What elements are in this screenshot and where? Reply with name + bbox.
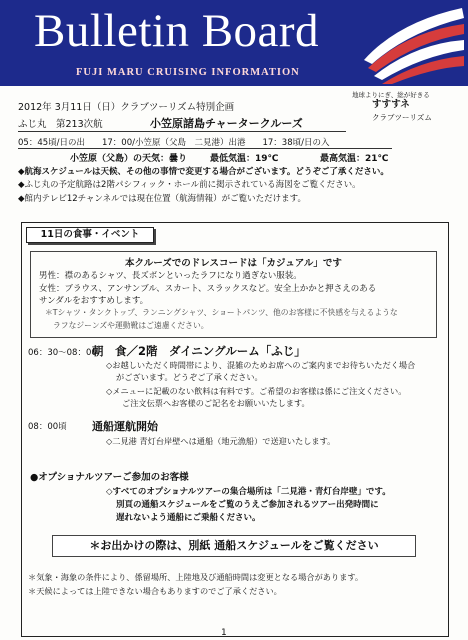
breakfast-note-1: ◇お越しいただく時間帯により、混雑のためお席へのご案内までお待ちいただく場合: [106, 360, 416, 370]
tour-note-2: 別頁の通船スケジュールをご覧のうえご参加されるツアー出発時間に: [116, 500, 379, 510]
sun-schedule-line: 05：45頃/日の出 17：00/小笠原（父島 二見港）出港 17：38頃/日の入: [18, 138, 330, 148]
ship-wave-logo: [358, 2, 468, 84]
tour-title: ●オプショナルツアーご参加のお客様: [30, 472, 189, 483]
dress-code-men: 男性：襟のあるシャツ、長ズボンといったラフになり過ぎない服装。: [39, 271, 302, 281]
date-line: 2012年 3月11日（日）クラブツーリズム特別企画: [18, 102, 235, 113]
breakfast-note-1-cont: がございます。どうぞご了承ください。: [116, 372, 263, 382]
ship-voyage: ふじ丸 第213次航: [18, 119, 103, 130]
dress-code-note: ＊Tシャツ・タンクトップ、ランニングシャツ、ショートパンツ、他のお客様に不快感を与えるような: [45, 308, 398, 317]
breakfast-note-2: ◇メニューに記載のない飲料は有料です。ご希望のお客様は係にご注文ください。: [106, 386, 407, 396]
events-tab-label: 11日の食事・イベント: [26, 227, 154, 243]
page-number: 1: [221, 628, 227, 638]
club-mark: すすすネ: [372, 99, 410, 110]
bulletin-subtitle: FUJI MARU CRUISING INFORMATION: [76, 67, 300, 78]
title-underline: [18, 131, 346, 132]
breakfast-note-2-cont: ご注文伝票へお客様のご記名をお願いいたします。: [122, 398, 310, 408]
dress-code-box: [30, 251, 437, 338]
club-tagline: 地球よりにぎ、総が好きる: [352, 91, 430, 99]
tender-time: 08：00頃: [28, 422, 67, 432]
breakfast-title: 朝 食／2階 ダイニングルーム「ふじ」: [92, 344, 306, 358]
weather-location: 小笠原（父島）の天気：曇り: [70, 154, 188, 164]
dress-code-women: 女性：ブラウス、アンサンブル、スカート、スラックスなど。安全上かかと押さえのある: [39, 284, 377, 294]
schedule-note-2: ◆ふじ丸の予定航路は2階パシフィック・ホール前に掲示されている海図をご覧ください。: [18, 180, 361, 190]
schedule-note-3: ◆館内テレビ12チャンネルでは現在位置（航海情報）がご覧いただけます。: [18, 194, 306, 204]
dress-code-heading: 本クルーズでのドレスコードは「カジュアル」です: [125, 258, 342, 269]
dress-code-note-cont: ラフなジーンズや運動靴はご遠慮ください。: [53, 321, 209, 330]
min-temp: 最低気温：19℃: [210, 154, 279, 164]
tour-note-1: ◇すべてのオプショナルツアーの集合場所は「二見港・青灯台岸壁」です。: [106, 487, 391, 497]
schedule-underline: [18, 148, 392, 149]
club-name: クラブツーリズム: [372, 113, 432, 122]
max-temp: 最高気温：21℃: [320, 154, 389, 164]
footer-note-2: ＊天候によっては上陸できない場合もありますのでご了承ください。: [28, 586, 282, 596]
bulletin-title: Bulletin Board: [34, 5, 320, 57]
footer-note-1: ＊気象・海象の条件により、係留場所、上陸地及び通船時間は変更となる場合があります。: [28, 572, 364, 582]
tender-title: 通船運航開始: [92, 420, 158, 433]
tender-note: ◇二見港 青灯台岸壁へは通船（地元漁船）で送迎いたします。: [106, 436, 336, 446]
tour-note-3: 遅れないよう通船にご乗船ください。: [116, 513, 261, 523]
cruise-name: 小笠原諸島チャータークルーズ: [150, 117, 303, 130]
header-banner: [0, 0, 468, 86]
schedule-note-1: ◆航海スケジュールは天候、その他の事情で変更する場合がございます。どうぞご了承ください。: [18, 167, 389, 177]
breakfast-time: 06：30～08：00: [28, 348, 97, 358]
tender-schedule-notice: ＊お出かけの際は、別紙 通船スケジュールをご覧ください: [52, 535, 416, 557]
dress-code-women-cont: サンダルをおすすめします。: [39, 296, 149, 306]
